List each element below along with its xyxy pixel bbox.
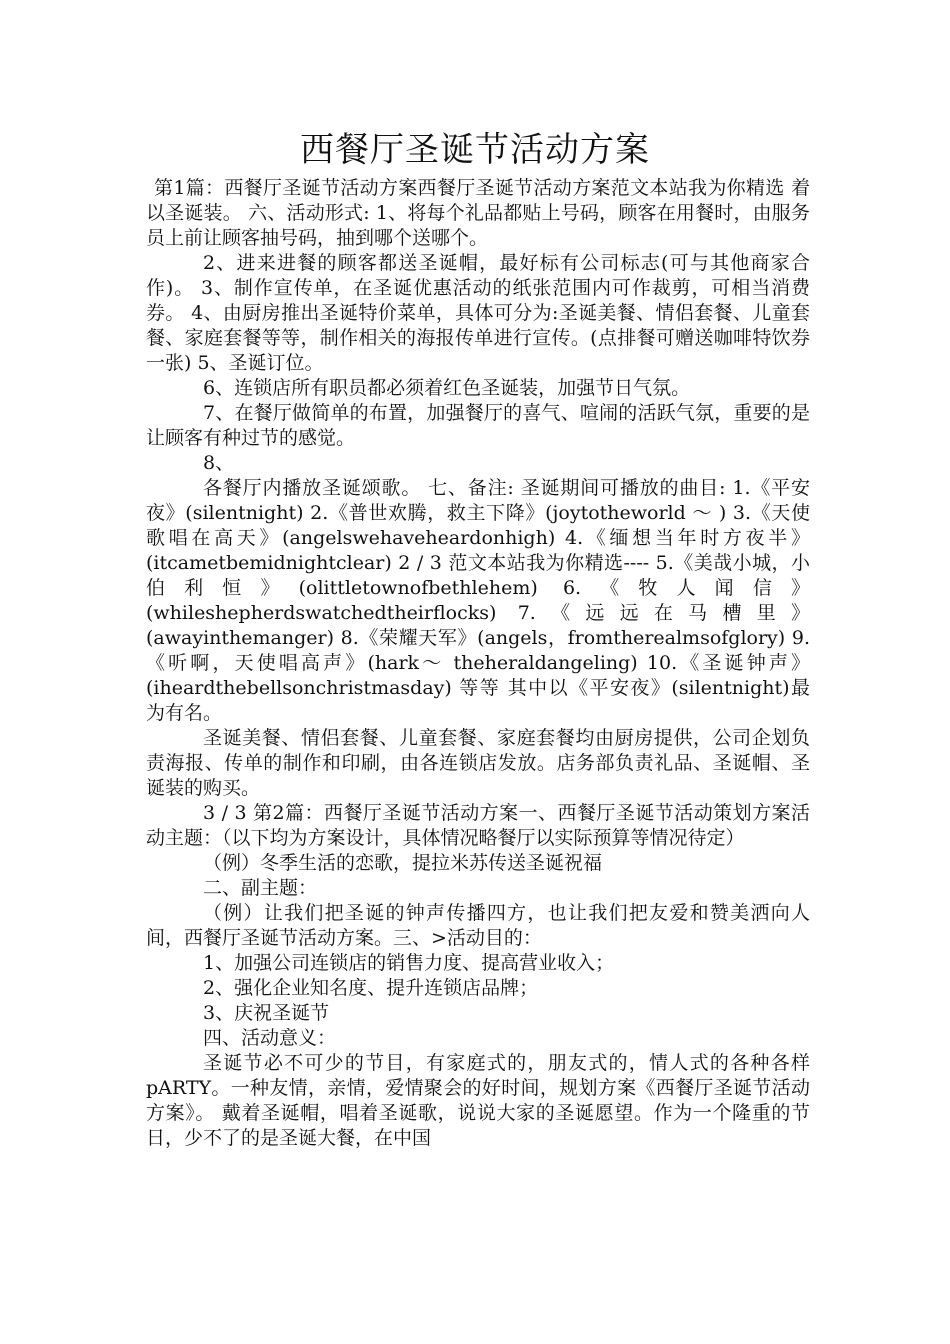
paragraph: （例）让我们把圣诞的钟声传播四方，也让我们把友爱和赞美洒向人间，西餐厅圣诞节活动方案。三、>活动目的： <box>146 902 810 949</box>
paragraph: 2、进来进餐的顾客都送圣诞帽，最好标有公司标志(可与其他商家合作)。 3、制作宣传单，在圣诞优惠活动的纸张范围内可作裁剪，可相当消费券。 4、由厨房推出圣诞特价菜单，具体可分为:圣诞美餐、情侣套餐、儿童套餐、家庭套餐等等，制作相关的海报传单进行宣传。(点排餐可赠送咖啡特饮券一张) 5、圣诞订位。 <box>146 252 810 374</box>
paragraph: 四、活动意义： <box>203 1027 337 1049</box>
paragraph: 二、副主题： <box>203 877 318 899</box>
paragraph: 3 / 3 第2篇：西餐厅圣诞节活动方案一、西餐厅圣诞节活动策划方案活动主题：（以下均为方案设计，具体情况略餐厅以实际预算等情况待定） <box>146 802 810 849</box>
paragraph: 圣诞节必不可少的节目，有家庭式的，朋友式的，情人式的各种各样 pARTY。一种友情，亲情，爱情聚会的好时间，规划方案《西餐厅圣诞节活动方案》。 戴着圣诞帽，唱着圣诞歌，说说大家的圣诞愿望。作为一个隆重的节日，少不了的是圣诞大餐，在中国 <box>146 1052 810 1149</box>
paragraph: 8、 <box>203 452 235 474</box>
paragraph-song-list: 各餐厅内播放圣诞颂歌。 七、备注: 圣诞期间可播放的曲目: 1.《平安夜》(silentnight) 2.《普世欢腾，救主下降》(joytotheworld ～ ) 3.《天使歌唱在高天》(angelswehaveheardonhigh) 4.《缅想当年时方夜半》(itcametbemidnightclear) 2 / 3 范文本站我为你精选---- 5.《美哉小城，小伯利恒》(olittletownofbethlehem) 6.《牧人闻信》(whileshepherdswatchedtheirflocks) 7.《远远在马槽里》(awayinthemanger) 8.《荣耀天军》(angels，fromtherealmsofglory) 9.《听啊，天使唱高声》(hark～ theheraldangeling) 10.《圣诞钟声》(iheardthebellsonchristmasday) 等等 其中以《平安夜》(silentnight)最为有名。 <box>146 477 810 724</box>
paragraph: 1、加强公司连锁店的销售力度、提高营业收入； <box>203 952 615 974</box>
paragraph: 6、连锁店所有职员都必须着红色圣诞装，加强节日气氛。 <box>203 377 691 399</box>
paragraph: 3、庆祝圣诞节 <box>203 1002 330 1024</box>
paragraph: 2、强化企业知名度、提升连锁店品牌； <box>203 977 539 999</box>
paragraph: 第1篇：西餐厅圣诞节活动方案西餐厅圣诞节活动方案范文本站我为你精选 着以圣诞装。 六、活动形式: 1、将每个礼品都贴上号码，顾客在用餐时，由服务员上前让顾客抽号码，抽到哪个送哪个。 <box>146 177 810 249</box>
document-body <box>146 176 810 1151</box>
paragraph: （例）冬季生活的恋歌，提拉米苏传送圣诞祝福 <box>203 852 603 874</box>
paragraph: 圣诞美餐、情侣套餐、儿童套餐、家庭套餐均由厨房提供，公司企划负责海报、传单的制作和印刷，由各连锁店发放。店务部负责礼品、圣诞帽、圣诞装的购买。 <box>146 727 810 799</box>
paragraph: 7、在餐厅做简单的布置，加强餐厅的喜气、喧闹的活跃气氛，重要的是让顾客有种过节的感觉。 <box>146 402 810 449</box>
document-title: 西餐厅圣诞节活动方案 <box>300 130 650 170</box>
